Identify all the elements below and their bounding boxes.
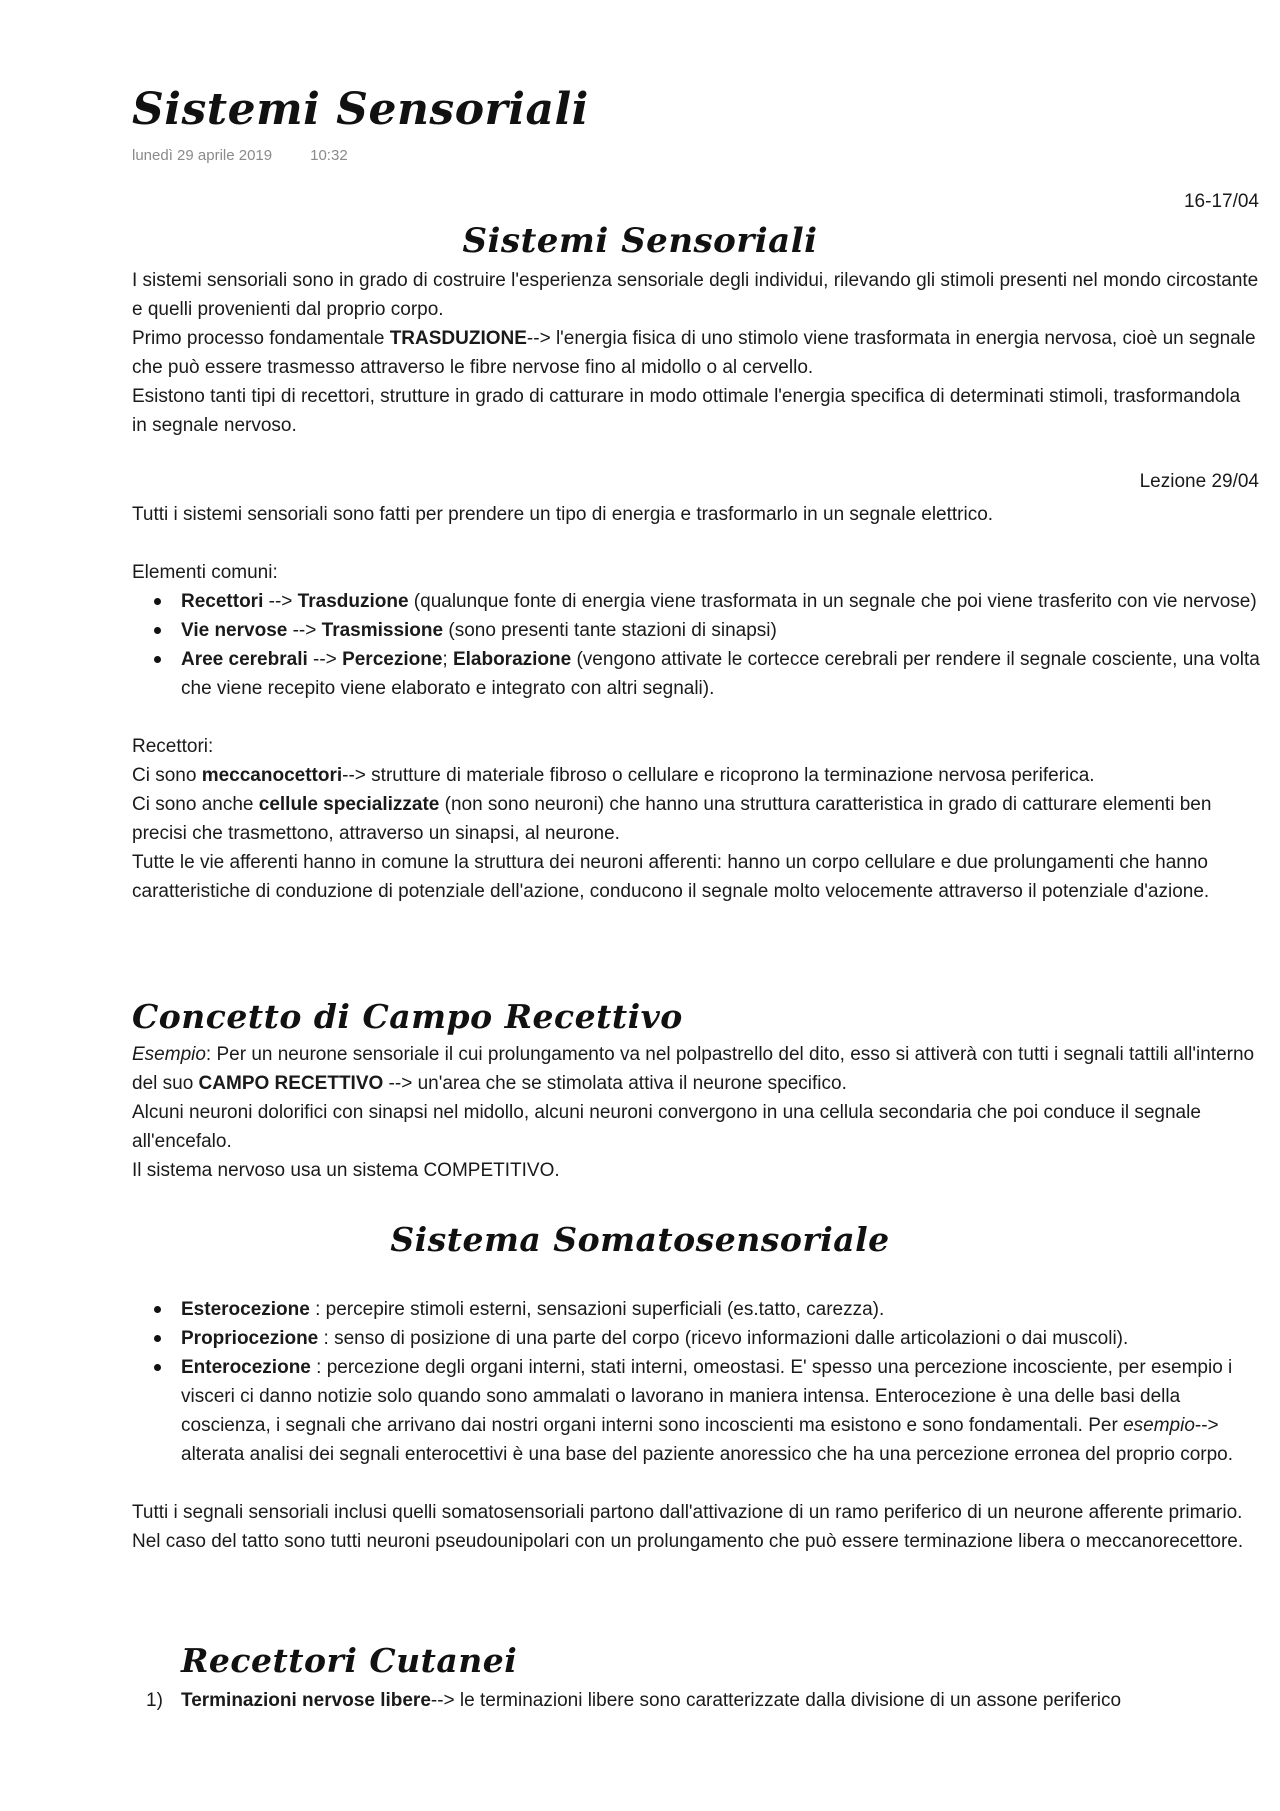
list-item: Vie nervose --> Trasmissione (sono presenti tante stazioni di sinapsi) <box>132 616 1260 645</box>
paragraph: Tutti i sistemi sensoriali sono fatti per prendere un tipo di energia e trasformarlo in un segnale elettrico. <box>132 504 994 525</box>
paragraph: Tutti i segnali sensoriali inclusi quelli somatosensoriali partono dall'attivazione di un ramo periferico di un neurone afferente primario. Nel caso del tatto sono tutti neuroni pseudounipolari con un prolungamento che può essere terminazione libera o meccanorecettore. <box>132 1502 1244 1552</box>
paragraph: Il sistema nervoso usa un sistema COMPETITIVO. <box>132 1160 560 1181</box>
paragraph: Alcuni neuroni dolorifici con sinapsi nel midollo, alcuni neuroni convergono in una cellula secondaria che poi conduce il segnale all'encefalo. <box>132 1102 1201 1152</box>
note-meta <box>132 147 348 164</box>
note-date: lunedì 29 aprile 2019 <box>132 147 273 164</box>
note-time: 10:32 <box>310 147 348 164</box>
elementi-comuni-label: Elementi comuni: <box>132 562 278 583</box>
section-intro <box>132 266 1260 440</box>
list-item: Aree cerebrali --> Percezione; Elaborazione (vengono attivate le cortecce cerebrali per rendere il segnale cosciente, una volta che viene recepito viene elaborato e integrato con altri segnali). <box>132 645 1260 703</box>
elementi-comuni-list <box>132 587 1260 703</box>
section-campo <box>132 1040 1260 1185</box>
heading-somatosensoriale: Sistema Somatosensoriale <box>390 1220 890 1259</box>
section-lezione <box>132 500 1260 906</box>
paragraph: Ci sono anche cellule specializzate (non sono neuroni) che hanno una struttura caratteristica in grado di catturare elementi ben precisi che trasmettono, attraverso un sinapsi, al neurone. <box>132 794 1212 844</box>
date-label-1: 16-17/04 <box>1183 191 1259 212</box>
note-title: Sistemi Sensoriali <box>132 84 589 135</box>
list-item: Propriocezione : senso di posizione di una parte del corpo (ricevo informazioni dalle articolazioni o dai muscoli). <box>132 1324 1260 1353</box>
somato-list <box>132 1295 1260 1469</box>
paragraph: Ci sono meccanocettori--> strutture di materiale fibroso o cellulare e ricoprono la terminazione nervosa periferica. <box>132 765 1095 786</box>
paragraph: Esistono tanti tipi di recettori, strutture in grado di catturare in modo ottimale l'energia specifica di determinati stimoli, trasformandola in segnale nervoso. <box>132 386 1241 436</box>
list-item: Recettori --> Trasduzione (qualunque fonte di energia viene trasformata in un segnale che poi viene trasferito con vie nervose) <box>132 587 1260 616</box>
section-cutanei <box>132 1686 1260 1715</box>
cutanei-list <box>132 1686 1260 1715</box>
list-item: Enterocezione : percezione degli organi interni, stati interni, omeostasi. E' spesso una percezione incosciente, per esempio i visceri ci danno notizie solo quando sono ammalati o lavorano in maniera intensa. Enterocezione è una delle basi della coscienza, i segnali che arrivano dai nostri organi interni sono incoscienti ma esistono e sono fondamentali. Per esempio--> alterata analisi dei segnali enterocettivi è una base del paziente anoressico che ha una percezione erronea del proprio corpo. <box>132 1353 1260 1469</box>
list-item: Esterocezione : percepire stimoli esterni, sensazioni superficiali (es.tatto, carezza). <box>132 1295 1260 1324</box>
paragraph: I sistemi sensoriali sono in grado di costruire l'esperienza sensoriale degli individui, rilevando gli stimoli presenti nel mondo circostante e quelli provenienti dal proprio corpo. <box>132 270 1259 320</box>
heading-campo-recettivo: Concetto di Campo Recettivo <box>132 997 683 1036</box>
heading-recettori-cutanei: Recettori Cutanei <box>181 1641 518 1680</box>
section-somato <box>132 1295 1260 1556</box>
bold-term: TRASDUZIONE <box>389 328 527 349</box>
paragraph: Primo processo fondamentale TRASDUZIONE--> l'energia fisica di uno stimolo viene trasformata in energia nervosa, cioè un segnale che può essere trasmesso attraverso le fibre nervose fino al midollo o al cervello. <box>132 328 1256 378</box>
heading-sistemi-sensoriali: Sistemi Sensoriali <box>462 221 818 261</box>
recettori-label: Recettori: <box>132 736 214 757</box>
list-item: 1) Terminazioni nervose libere--> le terminazioni libere sono caratterizzate dalla divisione di un assone periferico <box>146 1690 1122 1711</box>
paragraph: Tutte le vie afferenti hanno in comune la struttura dei neuroni afferenti: hanno un corpo cellulare e due prolungamenti che hanno caratteristiche di conduzione di potenziale dell'azione, conducono il segnale molto velocemente attraverso il potenziale d'azione. <box>132 852 1210 902</box>
paragraph: Esempio: Per un neurone sensoriale il cui prolungamento va nel polpastrello del dito, esso si attiverà con tutti i segnali tattili all'interno del suo CAMPO RECETTIVO --> un'area che se stimolata attiva il neurone specifico. <box>132 1044 1255 1094</box>
date-label-2: Lezione 29/04 <box>1139 471 1259 492</box>
